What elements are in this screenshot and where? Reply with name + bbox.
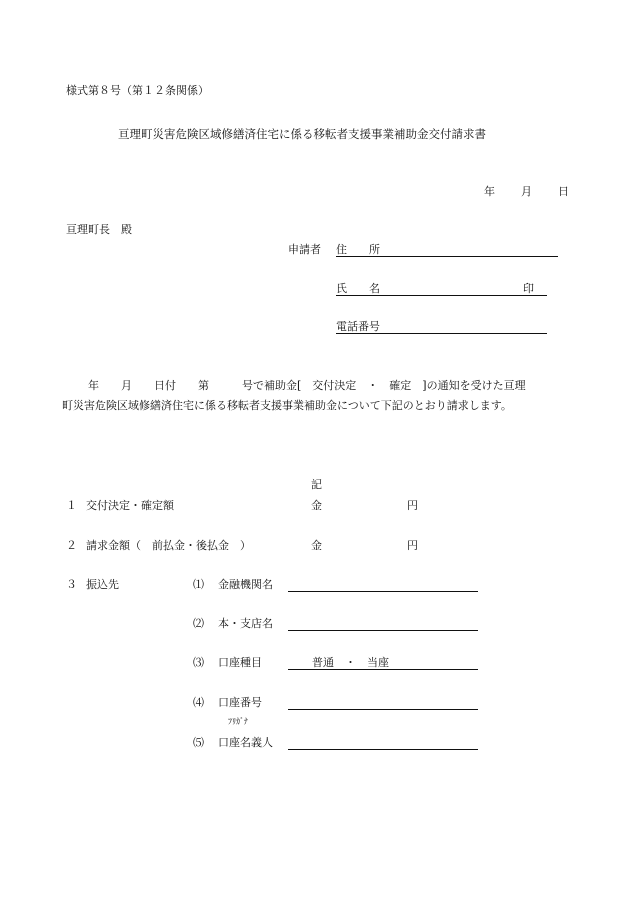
- date-year-label: 年: [484, 185, 495, 198]
- account-type-field: [288, 669, 478, 670]
- date-month-label: 月: [521, 185, 532, 198]
- bank-name-field[interactable]: [288, 591, 478, 592]
- bank-name-number: ⑴: [193, 578, 204, 591]
- item-2-kin: 金: [311, 539, 322, 552]
- body-line-2: 町災害危険区域修繕済住宅に係る移転者支援事業補助金について下記のとおり請求します。: [62, 399, 512, 412]
- document-title: 亘理町災害危険区域修繕済住宅に係る移転者支援事業補助金交付請求書: [118, 127, 486, 141]
- item-1-kin: 金: [311, 499, 322, 512]
- item-3-number: ３: [66, 578, 77, 591]
- account-number-label: 口座番号: [218, 696, 262, 709]
- applicant-label: 申請者: [288, 243, 321, 256]
- address-field[interactable]: [336, 256, 558, 257]
- date-day-label: 日: [558, 185, 569, 198]
- account-holder-field[interactable]: [288, 749, 478, 750]
- account-type-value[interactable]: 普通 ・ 当座: [312, 656, 389, 669]
- item-2-label: 請求金額（ 前払金・後払金 ）: [86, 539, 251, 552]
- account-type-number: ⑶: [193, 656, 204, 669]
- item-1-yen: 円: [407, 499, 418, 512]
- branch-number: ⑵: [193, 617, 204, 630]
- account-number-number: ⑷: [193, 696, 204, 709]
- name-field[interactable]: [336, 295, 547, 296]
- name-label: 氏 名: [336, 282, 380, 295]
- phone-label: 電話番号: [336, 320, 380, 333]
- seal-mark: 印: [523, 282, 534, 295]
- address-label: 住 所: [336, 243, 380, 256]
- item-3-label: 振込先: [86, 578, 119, 591]
- body-line-1: 年 月 日付 第 号で補助金[ 交付決定 ・ 確定 ]の通知を受けた亘理: [66, 379, 526, 392]
- phone-field[interactable]: [336, 333, 547, 334]
- item-2-number: ２: [66, 539, 77, 552]
- addressee: 亘理町長 殿: [66, 223, 132, 236]
- ki-mark: 記: [311, 478, 322, 491]
- item-2-yen: 円: [407, 539, 418, 552]
- account-holder-label: 口座名義人: [218, 736, 273, 749]
- furigana-label: ﾌﾘｶﾞﾅ: [228, 717, 248, 726]
- item-1-label: 交付決定・確定額: [86, 499, 174, 512]
- account-type-label: 口座種目: [218, 656, 262, 669]
- account-number-field[interactable]: [288, 709, 478, 710]
- bank-name-label: 金融機関名: [218, 578, 273, 591]
- account-holder-number: ⑸: [193, 736, 204, 749]
- branch-label: 本・支店名: [218, 617, 273, 630]
- branch-field[interactable]: [288, 630, 478, 631]
- form-number: 様式第８号（第１２条関係）: [66, 84, 209, 97]
- item-1-number: １: [66, 499, 77, 512]
